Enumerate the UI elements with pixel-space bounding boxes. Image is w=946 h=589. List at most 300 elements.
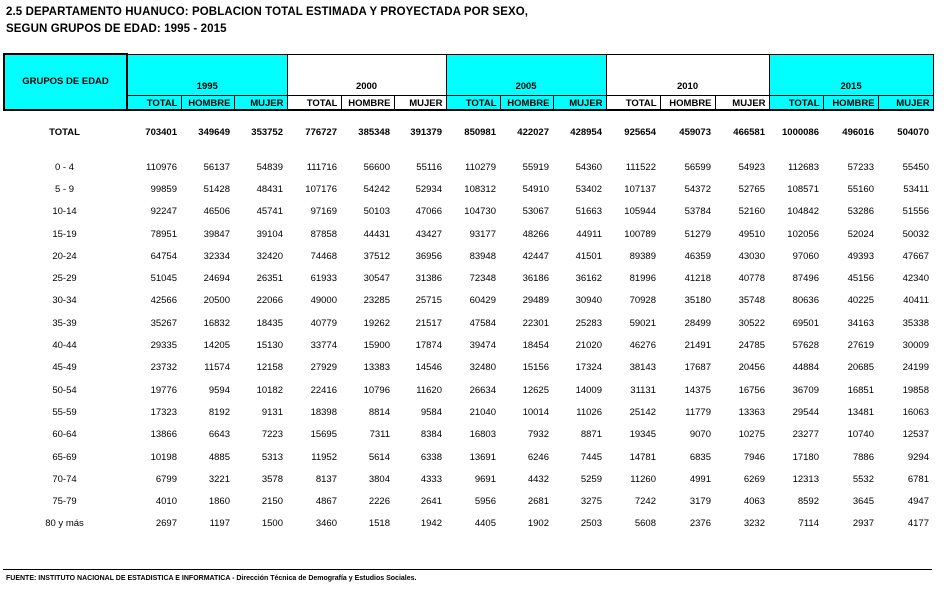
value-cell: 23732 [150, 362, 177, 374]
value-cell: 4063 [743, 496, 765, 508]
age-group-label: 75-79 [52, 496, 77, 508]
age-group-label: 20-24 [52, 250, 77, 262]
value-cell: 61933 [310, 273, 337, 285]
value-cell: 33774 [310, 340, 337, 352]
value-cell: 93177 [469, 228, 496, 240]
value-cell: 18398 [310, 406, 337, 418]
value-cell: 40779 [310, 317, 337, 329]
table-row [3, 446, 932, 468]
table-row [3, 201, 932, 223]
value-cell: 51556 [902, 206, 929, 218]
value-cell: 5259 [580, 473, 602, 485]
source-note: FUENTE: INSTITUTO NACIONAL DE ESTADISTICA E INFORMATICA - Dirección Técnica de Demografía y Estudios Sociales. [6, 575, 417, 582]
value-cell: 20685 [847, 362, 874, 374]
value-cell: 105944 [624, 206, 656, 218]
value-cell: 4177 [907, 518, 929, 530]
value-cell: 20456 [738, 362, 765, 374]
age-group-label: 50-54 [52, 384, 77, 396]
age-group-label: 25-29 [52, 273, 77, 285]
value-cell: 35748 [738, 295, 765, 307]
value-cell: 54839 [256, 161, 283, 173]
age-group-label: 10-14 [52, 206, 77, 218]
value-cell: 4405 [474, 518, 496, 530]
sub-header-mujer: MUJER [394, 95, 446, 110]
value-cell: 2641 [420, 496, 442, 508]
value-cell: 7311 [369, 429, 390, 441]
value-cell: 97060 [792, 250, 819, 262]
value-cell: 42566 [150, 295, 177, 307]
value-cell: 10275 [738, 429, 765, 441]
value-cell: 18454 [522, 340, 549, 352]
value-cell: 100789 [624, 228, 656, 240]
value-cell: 44911 [576, 228, 602, 240]
value-cell: 25715 [415, 295, 442, 307]
value-cell: 40225 [847, 295, 874, 307]
value-cell: 110279 [465, 161, 496, 173]
sub-header-total: TOTAL [127, 95, 181, 110]
value-cell: 54360 [575, 161, 602, 173]
value-cell: 53067 [522, 206, 549, 218]
title-line-2: SEGUN GRUPOS DE EDAD: 1995 - 2015 [6, 23, 227, 35]
value-cell: 12313 [792, 473, 819, 485]
table-row [3, 312, 932, 334]
value-cell: 504070 [897, 126, 929, 138]
age-group-label: 60-64 [52, 429, 77, 441]
value-cell: 107176 [305, 183, 337, 195]
value-cell: 57233 [847, 161, 874, 173]
value-cell: 6781 [907, 473, 929, 485]
value-cell: 5956 [474, 496, 496, 508]
value-cell: 1942 [420, 518, 442, 530]
value-cell: 35180 [684, 295, 711, 307]
value-cell: 1902 [527, 518, 549, 530]
table-title [6, 4, 528, 38]
value-cell: 40411 [903, 295, 929, 307]
value-cell: 87496 [792, 273, 819, 285]
value-cell: 925654 [624, 126, 656, 138]
value-cell: 6643 [208, 429, 230, 441]
value-cell: 8871 [580, 429, 602, 441]
table-row [3, 267, 932, 289]
value-cell: 391379 [410, 126, 442, 138]
value-cell: 10182 [256, 384, 283, 396]
table-row [3, 223, 932, 245]
table-row [3, 290, 932, 312]
year-header-2015: 2015 [769, 54, 933, 95]
value-cell: 17324 [575, 362, 602, 374]
value-cell: 6269 [743, 473, 765, 485]
value-cell: 19776 [150, 384, 177, 396]
value-cell: 48266 [522, 228, 549, 240]
value-cell: 47667 [902, 250, 929, 262]
sub-header-total: TOTAL [446, 95, 500, 110]
value-cell: 20500 [203, 295, 230, 307]
value-cell: 25283 [575, 317, 602, 329]
table-row [3, 379, 932, 401]
value-cell: 52765 [738, 183, 765, 195]
value-cell: 48431 [256, 183, 283, 195]
value-cell: 26351 [256, 273, 283, 285]
value-cell: 35267 [150, 317, 177, 329]
value-cell: 7932 [527, 429, 549, 441]
value-cell: 5614 [368, 451, 390, 463]
value-cell: 5532 [852, 473, 874, 485]
value-cell: 56599 [684, 161, 711, 173]
value-cell: 703401 [145, 126, 177, 138]
value-cell: 13866 [150, 429, 177, 441]
value-cell: 8192 [208, 406, 230, 418]
value-cell: 35338 [902, 317, 929, 329]
sub-header-hombre: HOMBRE [500, 95, 553, 110]
value-cell: 39104 [256, 228, 283, 240]
value-cell: 29544 [792, 406, 819, 418]
value-cell: 16063 [902, 406, 929, 418]
value-cell: 2503 [580, 518, 602, 530]
value-cell: 49510 [738, 228, 765, 240]
value-cell: 19345 [629, 429, 656, 441]
value-cell: 22416 [310, 384, 337, 396]
value-cell: 57628 [792, 340, 819, 352]
value-cell: 26634 [469, 384, 496, 396]
value-cell: 3804 [368, 473, 390, 485]
value-cell: 8592 [797, 496, 819, 508]
value-cell: 6835 [689, 451, 711, 463]
value-cell: 47584 [469, 317, 496, 329]
sub-header-hombre: HOMBRE [181, 95, 234, 110]
year-header-2000: 2000 [287, 54, 446, 95]
value-cell: 15130 [256, 340, 283, 352]
sub-header-mujer: MUJER [715, 95, 769, 110]
table-row [3, 334, 932, 356]
value-cell: 24694 [203, 273, 230, 285]
value-cell: 3460 [315, 518, 337, 530]
value-cell: 9584 [420, 406, 442, 418]
value-cell: 16851 [847, 384, 874, 396]
value-cell: 44431 [363, 228, 390, 240]
value-cell: 52160 [738, 206, 765, 218]
value-cell: 13363 [738, 406, 765, 418]
value-cell: 54923 [738, 161, 765, 173]
value-cell: 22066 [256, 295, 283, 307]
value-cell: 8137 [315, 473, 337, 485]
value-cell: 3179 [689, 496, 711, 508]
value-cell: 54910 [522, 183, 549, 195]
value-cell: 23277 [792, 429, 819, 441]
value-cell: 353752 [251, 126, 283, 138]
value-cell: 19858 [902, 384, 929, 396]
value-cell: 41218 [684, 273, 711, 285]
value-cell: 112683 [788, 161, 819, 173]
value-cell: 2150 [261, 496, 283, 508]
value-cell: 422027 [517, 126, 549, 138]
value-cell: 466581 [733, 126, 765, 138]
value-cell: 13691 [469, 451, 496, 463]
table-row [3, 357, 932, 379]
group-header: GRUPOS DE EDAD [4, 54, 127, 110]
value-cell: 8384 [420, 429, 442, 441]
value-cell: 4947 [907, 496, 929, 508]
value-cell: 14009 [575, 384, 602, 396]
value-cell: 99859 [150, 183, 177, 195]
value-cell: 49393 [847, 250, 874, 262]
value-cell: 3275 [580, 496, 602, 508]
value-cell: 21040 [469, 406, 496, 418]
footer-rule [3, 569, 932, 570]
value-cell: 7223 [261, 429, 283, 441]
sub-header-total: TOTAL [287, 95, 341, 110]
value-cell: 1860 [208, 496, 230, 508]
value-cell: 36162 [575, 273, 602, 285]
sub-header-total: TOTAL [606, 95, 660, 110]
value-cell: 9594 [208, 384, 230, 396]
value-cell: 54372 [684, 183, 711, 195]
value-cell: 53402 [575, 183, 602, 195]
value-cell: 30522 [738, 317, 765, 329]
value-cell: 29489 [522, 295, 549, 307]
value-cell: 21491 [684, 340, 711, 352]
value-cell: 2376 [689, 518, 711, 530]
table-row [3, 401, 932, 423]
value-cell: 16803 [469, 429, 496, 441]
age-group-label: 40-44 [52, 340, 77, 352]
value-cell: 64754 [150, 250, 177, 262]
value-cell: 18435 [256, 317, 283, 329]
age-group-label: 70-74 [52, 473, 77, 485]
value-cell: 51428 [203, 183, 230, 195]
value-cell: 7114 [798, 518, 819, 530]
value-cell: 107137 [624, 183, 656, 195]
value-cell: 72348 [469, 273, 496, 285]
value-cell: 17180 [792, 451, 819, 463]
data-table [3, 120, 932, 535]
sub-header-hombre: HOMBRE [660, 95, 715, 110]
value-cell: 17687 [684, 362, 711, 374]
table-row [3, 490, 932, 512]
table-row [3, 468, 932, 490]
value-cell: 9070 [689, 429, 711, 441]
value-cell: 1500 [261, 518, 283, 530]
value-cell: 9294 [907, 451, 929, 463]
value-cell: 9131 [261, 406, 283, 418]
table-header [3, 53, 934, 111]
value-cell: 850981 [464, 126, 496, 138]
value-cell: 36186 [522, 273, 549, 285]
title-line-1: 2.5 DEPARTAMENTO HUANUCO: POBLACION TOTAL ESTIMADA Y PROYECTADA POR SEXO, [6, 6, 529, 18]
value-cell: 110976 [146, 161, 177, 173]
value-cell: 7445 [580, 451, 602, 463]
spacer-cell [3, 144, 932, 156]
value-cell: 7946 [743, 451, 765, 463]
year-header-2005: 2005 [446, 54, 606, 95]
value-cell: 41501 [575, 250, 602, 262]
value-cell: 13383 [363, 362, 390, 374]
value-cell: 47066 [415, 206, 442, 218]
value-cell: 24199 [902, 362, 929, 374]
table-row [3, 513, 932, 535]
value-cell: 87858 [310, 228, 337, 240]
value-cell: 17874 [415, 340, 442, 352]
value-cell: 385348 [358, 126, 390, 138]
value-cell: 42447 [522, 250, 549, 262]
spacer-row [3, 144, 932, 156]
value-cell: 9691 [474, 473, 496, 485]
value-cell: 22301 [522, 317, 549, 329]
value-cell: 80636 [792, 295, 819, 307]
value-cell: 50103 [363, 206, 390, 218]
value-cell: 55160 [847, 183, 874, 195]
value-cell: 6338 [420, 451, 442, 463]
value-cell: 776727 [305, 126, 337, 138]
value-cell: 4432 [527, 473, 549, 485]
value-cell: 39847 [203, 228, 230, 240]
value-cell: 43427 [415, 228, 442, 240]
value-cell: 78951 [150, 228, 177, 240]
value-cell: 59021 [629, 317, 656, 329]
value-cell: 12537 [902, 429, 929, 441]
value-cell: 56600 [363, 161, 390, 173]
value-cell: 14546 [415, 362, 442, 374]
value-cell: 30009 [902, 340, 929, 352]
value-cell: 38143 [629, 362, 656, 374]
value-cell: 46276 [629, 340, 656, 352]
value-cell: 28499 [684, 317, 711, 329]
value-cell: 4991 [689, 473, 711, 485]
age-group-label: 65-69 [52, 451, 77, 463]
value-cell: 69501 [792, 317, 819, 329]
value-cell: 16832 [203, 317, 230, 329]
value-cell: 54242 [363, 183, 390, 195]
value-cell: 428954 [570, 126, 602, 138]
value-cell: 34163 [847, 317, 874, 329]
age-group-label: 30-34 [52, 295, 77, 307]
value-cell: 104842 [787, 206, 819, 218]
value-cell: 25142 [629, 406, 656, 418]
value-cell: 104730 [464, 206, 496, 218]
age-group-label: 15-19 [52, 228, 77, 240]
age-group-label: 80 y más [45, 518, 84, 530]
value-cell: 10198 [150, 451, 177, 463]
value-cell: 13481 [847, 406, 874, 418]
table-row [3, 156, 932, 178]
value-cell: 32480 [469, 362, 496, 374]
value-cell: 14781 [629, 451, 656, 463]
value-cell: 11620 [416, 384, 442, 396]
value-cell: 51045 [150, 273, 177, 285]
value-cell: 102056 [787, 228, 819, 240]
value-cell: 30547 [363, 273, 390, 285]
value-cell: 1197 [209, 518, 230, 530]
value-cell: 23285 [363, 295, 390, 307]
value-cell: 14375 [684, 384, 711, 396]
value-cell: 45156 [847, 273, 874, 285]
value-cell: 27619 [847, 340, 874, 352]
value-cell: 44884 [792, 362, 819, 374]
value-cell: 3578 [261, 473, 283, 485]
value-cell: 32420 [256, 250, 283, 262]
sub-header-mujer: MUJER [878, 95, 933, 110]
value-cell: 15695 [310, 429, 337, 441]
value-cell: 4333 [420, 473, 442, 485]
value-cell: 52024 [847, 228, 874, 240]
age-group-label: 55-59 [52, 406, 77, 418]
age-group-label: 45-49 [52, 362, 77, 374]
table-row [3, 424, 932, 446]
value-cell: 52934 [415, 183, 442, 195]
value-cell: 14205 [203, 340, 230, 352]
value-cell: 46359 [684, 250, 711, 262]
age-group-label: 5 - 9 [54, 183, 74, 195]
value-cell: 53411 [903, 183, 929, 195]
value-cell: 36956 [415, 250, 442, 262]
value-cell: 8814 [368, 406, 390, 418]
value-cell: 31386 [415, 273, 442, 285]
value-cell: 12625 [522, 384, 549, 396]
value-cell: 45741 [256, 206, 283, 218]
value-cell: 46506 [203, 206, 230, 218]
value-cell: 83948 [469, 250, 496, 262]
value-cell: 4885 [208, 451, 230, 463]
value-cell: 51279 [684, 228, 711, 240]
value-cell: 2697 [155, 518, 177, 530]
value-cell: 21517 [415, 317, 442, 329]
value-cell: 81996 [629, 273, 656, 285]
value-cell: 11779 [685, 406, 711, 418]
value-cell: 3221 [208, 473, 230, 485]
value-cell: 6246 [527, 451, 549, 463]
value-cell: 49000 [310, 295, 337, 307]
value-cell: 15156 [522, 362, 549, 374]
value-cell: 4010 [155, 496, 177, 508]
value-cell: 10014 [522, 406, 549, 418]
value-cell: 5608 [634, 518, 656, 530]
value-cell: 60429 [469, 295, 496, 307]
value-cell: 7242 [634, 496, 656, 508]
value-cell: 51663 [575, 206, 602, 218]
table-row [3, 245, 932, 267]
value-cell: 111522 [625, 161, 656, 173]
value-cell: 10740 [847, 429, 874, 441]
value-cell: 27929 [310, 362, 337, 374]
sub-header-mujer: MUJER [553, 95, 606, 110]
value-cell: 16756 [738, 384, 765, 396]
value-cell: 11574 [204, 362, 230, 374]
sub-header-mujer: MUJER [234, 95, 287, 110]
value-cell: 21020 [575, 340, 602, 352]
value-cell: 11260 [630, 473, 656, 485]
value-cell: 111716 [306, 161, 337, 173]
value-cell: 17323 [150, 406, 177, 418]
value-cell: 108312 [464, 183, 496, 195]
value-cell: 70928 [629, 295, 656, 307]
value-cell: 39474 [469, 340, 496, 352]
value-cell: 496016 [842, 126, 874, 138]
value-cell: 2937 [852, 518, 874, 530]
year-header-2010: 2010 [606, 54, 769, 95]
value-cell: 97169 [310, 206, 337, 218]
table-row [3, 178, 932, 200]
value-cell: 30940 [575, 295, 602, 307]
value-cell: 53784 [684, 206, 711, 218]
age-group-label: 0 - 4 [54, 161, 74, 173]
value-cell: 40778 [738, 273, 765, 285]
value-cell: 19262 [363, 317, 390, 329]
value-cell: 37512 [363, 250, 390, 262]
value-cell: 29335 [150, 340, 177, 352]
value-cell: 36709 [792, 384, 819, 396]
value-cell: 4867 [315, 496, 337, 508]
total-row [3, 120, 932, 144]
value-cell: 349649 [198, 126, 230, 138]
